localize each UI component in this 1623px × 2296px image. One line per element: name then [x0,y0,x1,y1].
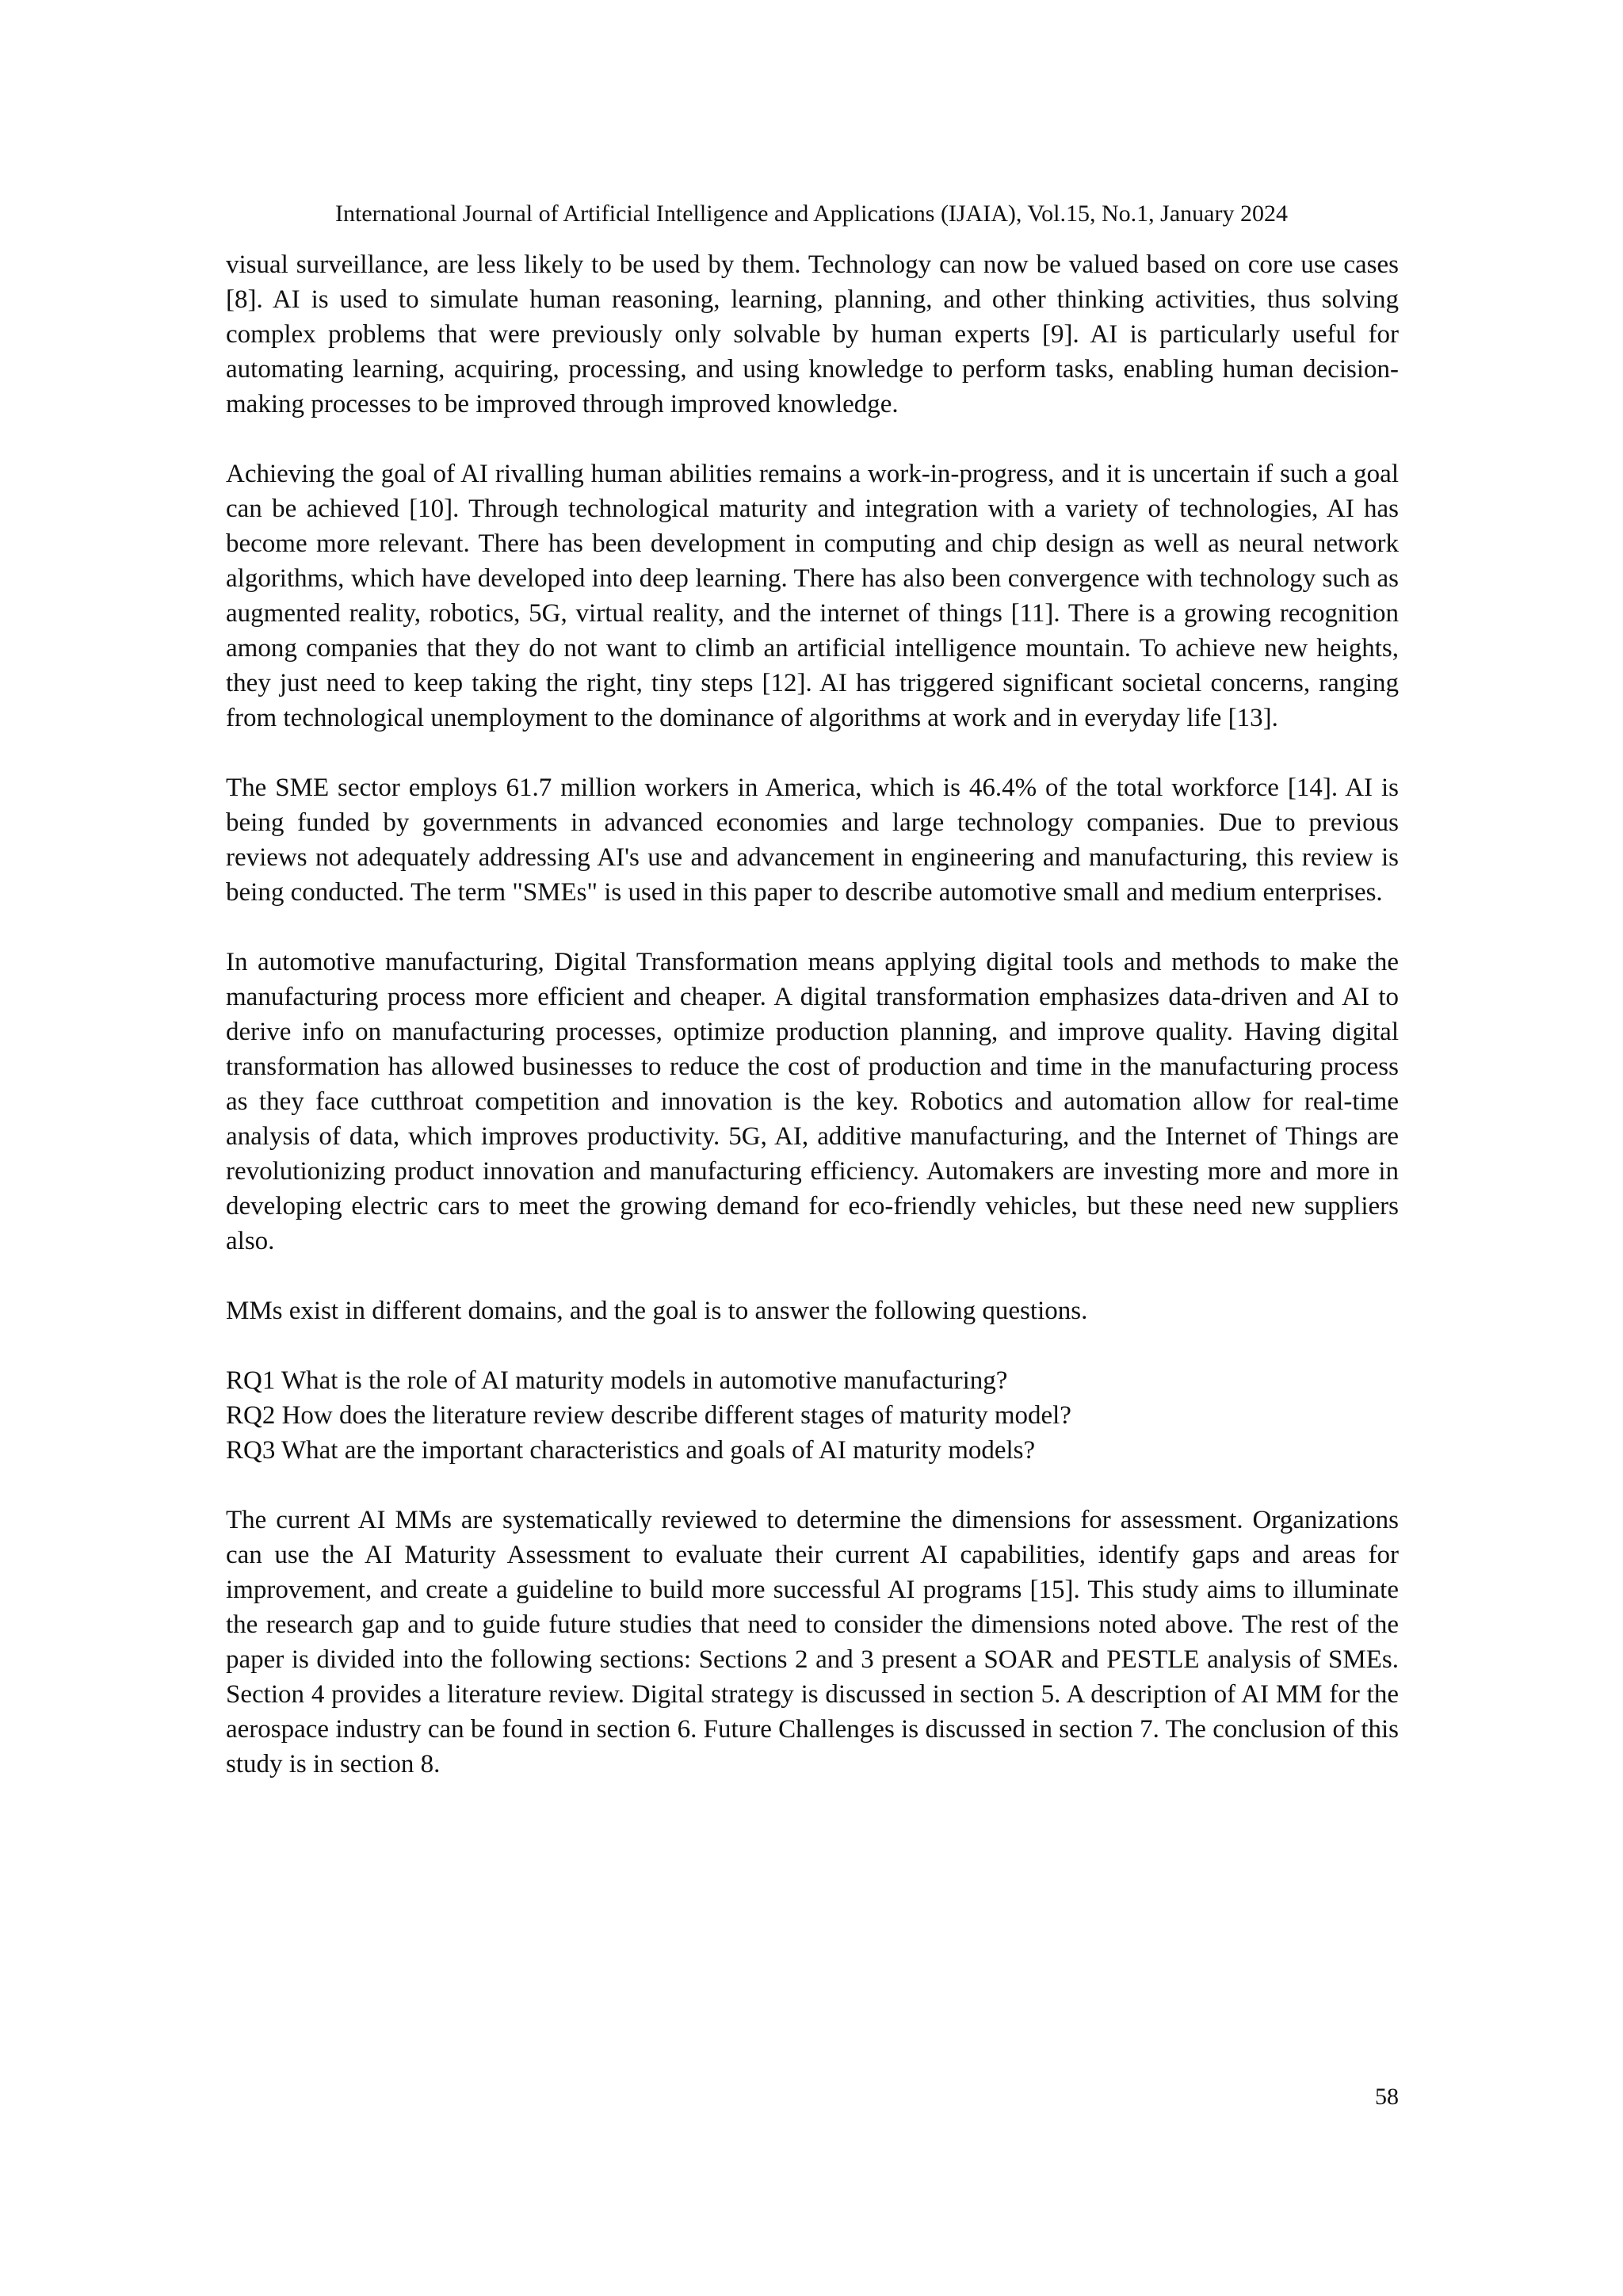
paragraph-sme-sector: The SME sector employs 61.7 million workers in America, which is 46.4% of the total workforce [14]. AI is being funded by governments in advanced economies and large technology companies. Due to previous reviews not adequately addressing AI's use and advancement in engineering and manufacturing, this review is being conducted. The term "SMEs" is used in this paper to describe automotive small and medium enterprises. [226,774,1399,907]
paragraph-intro-continuation: visual surveillance, are less likely to be used by them. Technology can now be valued based on core use cases [8]. AI is used to simulate human reasoning, learning, planning, and other thinking activities, thus solving complex problems that were previously only solvable by human experts [9]. AI is particularly useful for automating learning, acquiring, processing, and using knowledge to perform tasks, enabling human decision-making processes to be improved through improved knowledge. [226,250,1399,418]
research-question-2: RQ2 How does the literature review describe different stages of maturity model? [226,1401,1071,1430]
body-text [226,247,1399,1817]
journal-header: International Journal of Artificial Intelligence and Applications (IJAIA), Vol.15, No.1, January 2024 [335,201,1288,227]
paragraph-mm-domains: MMs exist in different domains, and the goal is to answer the following questions. [226,1297,1088,1325]
research-question-1: RQ1 What is the role of AI maturity models in automotive manufacturing? [226,1366,1008,1395]
page-number: 58 [1375,2084,1399,2110]
research-question-3: RQ3 What are the important characteristics and goals of AI maturity models? [226,1436,1036,1465]
paragraph-digital-transformation: In automotive manufacturing, Digital Transformation means applying digital tools and methods to make the manufacturing process more efficient and cheaper. A digital transformation emphasizes data-driven and AI to derive info on manufacturing processes, optimize production planning, and improve quality. Having digital transformation has allowed businesses to reduce the cost of production and time in the manufacturing process as they face cutthroat competition and innovation is the key. Robotics and automation allow for real-time analysis of data, which improves productivity. 5G, AI, additive manufacturing, and the Internet of Things are revolutionizing product innovation and manufacturing efficiency. Automakers are investing more and more in developing electric cars to meet the growing demand for eco-friendly vehicles, but these need new suppliers also. [226,948,1399,1255]
paragraph-ai-goals: Achieving the goal of AI rivalling human abilities remains a work-in-progress, and it is uncertain if such a goal can be achieved [10]. Through technological maturity and integration with a variety of technologies, AI has become more relevant. There has been development in computing and chip design as well as neural network algorithms, which have developed into deep learning. There has also been convergence with technology such as augmented reality, robotics, 5G, virtual reality, and the internet of things [11]. There is a growing recognition among companies that they do not want to climb an artificial intelligence mountain. To achieve new heights, they just need to keep taking the right, tiny steps [12]. AI has triggered significant societal concerns, ranging from technological unemployment to the dominance of algorithms at work and in everyday life [13]. [226,460,1399,732]
paragraph-paper-structure: The current AI MMs are systematically reviewed to determine the dimensions for assessment. Organizations can use the AI Maturity Assessment to evaluate their current AI capabilities, identify gaps and areas for improvement, and create a guideline to build more successful AI programs [15]. This study aims to illuminate the research gap and to guide future studies that need to consider the dimensions noted above. The rest of the paper is divided into the following sections: Sections 2 and 3 present a SOAR and PESTLE analysis of SMEs. Section 4 provides a literature review. Digital strategy is discussed in section 5. A description of AI MM for the aerospace industry can be found in section 6. Future Challenges is discussed in section 7. The conclusion of this study is in section 8. [226,1506,1399,1778]
research-questions-list [226,1363,1399,1468]
